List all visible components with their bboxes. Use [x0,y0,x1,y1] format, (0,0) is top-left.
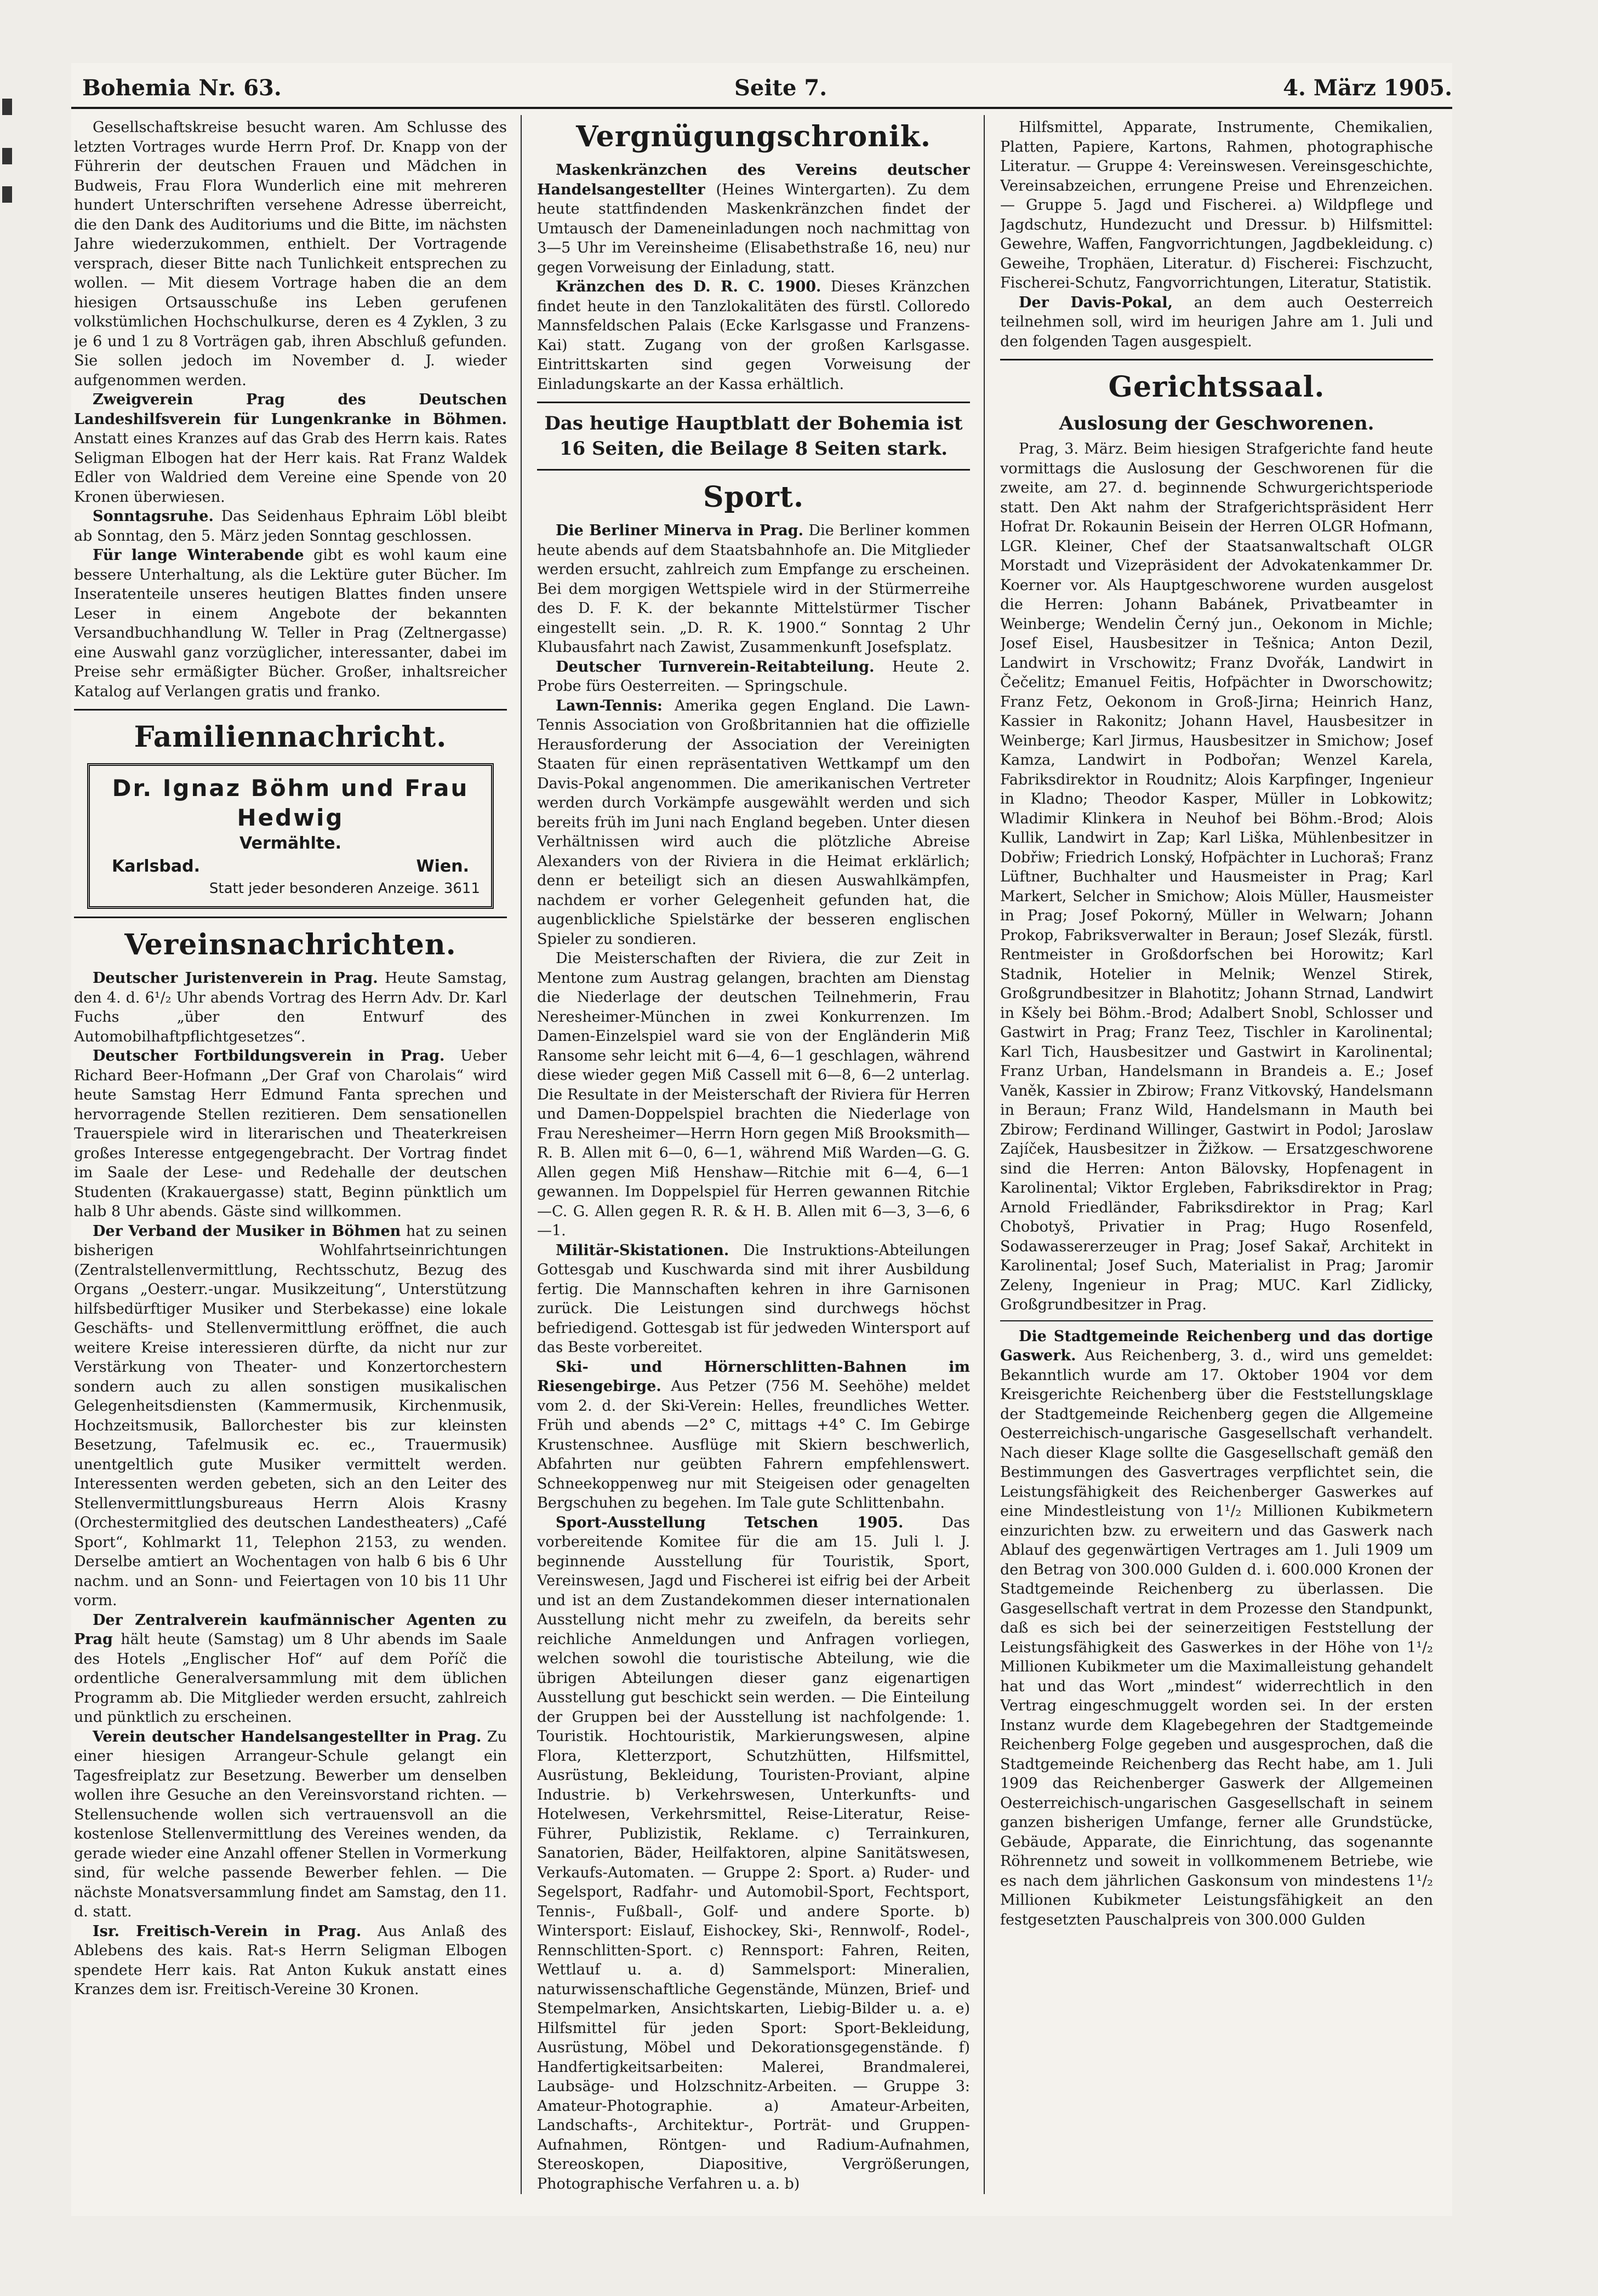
article [74,1046,507,1222]
column-3 [1000,118,1433,2194]
article-heading: Deutscher Juristenverein in Prag. [93,970,378,987]
article [1000,1327,1433,1930]
subsection-title: Auslosung der Geschworenen. [1059,413,1374,434]
article [74,546,507,701]
header-rule [71,107,1452,109]
article [74,1611,507,1727]
article-heading: Zweigverein Prag des Deutschen Landeshilfsverein für Lungenkranke in Böhmen. [74,391,507,428]
article-heading: Der Verband der Musiker in Böhmen [93,1222,401,1240]
article-text: (Heines Wintergarten). Zu dem heute stattfindenden Maskenkränzchen findet der Umtausch der Dameneinladungen noch nachmittag von 3—5 Uhr im Vereinsheime (Elisabethstraße 16, neu) nur gegen Vorweisung der Einladung, statt. [537,181,970,276]
newspaper-page [71,63,1452,2216]
family-announcement-box [87,763,494,909]
article-text: Ueber Richard Beer-Hofmann „Der Graf von Charolais“ wird heute Samstag Herr Edmund Fanta sprechen und hervorragende Stellen rezitieren. Dem sensationellen Trauerspiele wird in literarischen und Theaterkreisen großes Interesse entgegengebracht. Der Vortrag findet im Saale der Lese- und Redehalle der deutschen Studenten (Krakauergasse) statt, Beginn pünktlich um halb 8 Uhr abends. Gäste sind willkommen. [74,1047,507,1220]
article-text: Amerika gegen England. Die Lawn-Tennis Association von Großbritannien hat die offizielle Herausforderung der Association der Vereinigten Staaten für einen repräsentativen Wettkampf um den Davis-Pokal angenommen. Die amerikanischen Vertreter werden durch Vorkämpfe ausgewählt werden und sich bereits früh im Juni nach England begeben. Unter diesen Verhältnissen wird auch die plötzliche Abreise Alexanders von der Riviera in die Heimat erklärlich; denn er beteiligt sich an diesen Auswahlkämpfen, nachdem er vorher Gelegenheit gefunden hat, die augenblickliche Spielstärke der besseren englischen Spieler zu sondieren. [537,697,970,948]
article-text: Hilfsmittel, Apparate, Instrumente, Chemikalien, Platten, Papiere, Kartons, Rahmen, photographische Literatur. — Gruppe 4: Vereinswesen. Vereinsgeschichte, Vereinsabzeichen, errungene Preise und Ehrenzeichen. — Gruppe 5. Jagd und Fischerei. a) Wildpflege und Jagdschutz, Hundezucht und Dressur. b) Hilfsmittel: Gewehre, Waffen, Fangvorrichtungen, Jagdbekleidung. c) Geweihe, Trophäen, Literatur. d) Fischerei: Fischzucht, Fischerei-Schutz, Fangvorrichtungen, Literatur, Statistik. [1000,119,1433,291]
article-text: Gesellschaftskreise besucht waren. Am Schlusse des letzten Vortrages wurde Herrn Prof. Dr. Knapp von der Führerin der deutschen Frauen und Mädchen in Budweis, Frau Flora Wunderlich eine mit mehreren hundert Unterschriften versehene Adresse überreicht, die den Dank des Auditoriums und die Bitte, im nächsten Jahre wiederzukommen, enthielt. Der Vortragende versprach, dieser Bitte nach Tunlichkeit entsprechen zu wollen. — Mit diesem Vortrage haben die an dem hiesigen Ortsausschuße ins Leben gerufenen volkstümlichen Hochschulkurse, deren es 4 Zyklen, 3 zu je 6 und 1 zu 8 Vorträgen gab, ihren Abschluß gefunden. Sie sollen jedoch im November d. J. wieder aufgenommen werden. [74,119,507,389]
article [74,390,507,507]
header-issue: Bohemia Nr. 63. [82,75,282,101]
article-text: an dem auch Oesterreich teilnehmen soll, wird im heurigen Jahre am 1. Juli und den folgenden Tagen ausgespielt. [1000,294,1433,350]
section-title-family: Familiennachricht. [134,720,447,754]
article [537,1241,970,1358]
article-text: Zu einer hiesigen Arrangeur-Schule gelangt ein Tagesfreiplatz zur Besetzung. Bewerber um denselben wollen ihre Gesuche an den Vereinsvorstand richten. — Stellensuchende wollen sich vertrauensvoll an die kostenlose Stellenvermittlung des Vereines wenden, da gerade wieder eine Anzahl offener Stellen in Vormerkung sind, für welche passende Bewerber fehlen. — Die nächste Monatsversammlung findet am Samstag, den 11. d. statt. [74,1728,507,1920]
announcement-role: Vermählte. [239,834,341,853]
article-heading: Für lange Winterabende [93,547,304,564]
section-rule [537,402,970,403]
article [537,657,970,696]
article-text: Aus Anlaß des Ablebens des kais. Rat-s Herrn Seligman Elbogen spendete Herr kais. Rat Anton Kukuk anstatt eines Kranzes dem isr. Freitisch-Vereine 30 Kronen. [74,1922,507,1998]
column-1 [74,118,507,2194]
article-heading: Sonntagsruhe. [93,508,214,525]
article-heading: Die Berliner Minerva in Prag. [556,522,804,539]
section-title-vereine: Vereinsnachrichten. [124,928,456,961]
article [537,277,970,394]
article [1000,293,1433,352]
article [74,1727,507,1922]
edge-mark [2,148,12,164]
article [537,521,970,657]
column-divider [984,115,985,2194]
article [537,161,970,277]
article-text: Aus Reichenberg, 3. d., wird uns gemeldet: Bekanntlich wurde am 17. Oktober 1904 vor dem Kreisgerichte Reichenberg über die Feststellungsklage der Stadtgemeinde Reichenberg gegen die Allgemeine Oesterreichisch-ungarische Gasgesellschaft verhandelt. Nach dieser Klage sollte die Gasgesellschaft gemäß den Bestimmungen des Gasvertrages verpflichtet sein, die Leistungsfähigkeit des Reichenberger Gaswerkes auf eine Mindestleistung von 1¹/₂ Millionen Kubikmetern einzurichten bzw. zu erweitern und das Gaswerk nach Ablauf des gegenwärtigen Vertrages am 1. Juli 1909 um den Betrag von 300.000 Gulden d. i. 600.000 Kronen der Stadtgemeinde Reichenberg zu überlassen. Die Gasgesellschaft vertrat in dem Prozesse den Standpunkt, daß es sich bei der seinerzeitigen Feststellung der Leistungsfähigkeit des Gaswerkes in der Höhe von 1¹/₂ Millionen Kubikmeter um die Maximalleistung gehandelt hat und das Wort „mindest“ widerrechtlich in den Vertrag eingeschmuggelt worden sei. In der ersten Instanz wurde dem Klagebegehren der Stadtgemeinde Reichenberg Folge gegeben und ausgesprochen, daß die Stadtgemeinde Reichenberg das Recht habe, am 1. Juli 1909 das Reichenberger Gaswerk der Allgemeinen Oesterreichisch-ungarischen Gasgesellschaft in seinem ganzen bisherigen Umfange, ferner alle Grundstücke, Gebäude, Apparate, die Einrichtung, das sogenannte Röhrennetz und soweit in vollkommenem Betriebe, wie es nach dem jährlichen Gaskonsum von mindestens 1¹/₂ Millionen Kubikmeter Leistungsfähigkeit an den festgesetzten Pauschalpreis von 300.000 Gulden [1000,1347,1433,1928]
section-rule [74,709,507,711]
article-heading: Deutscher Fortbildungsverein in Prag. [93,1047,445,1064]
announcement-names: Dr. Ignaz Böhm und Frau Hedwig [112,775,469,831]
section-rule [74,917,507,918]
edition-notice: Das heutige Hauptblatt der Bohemia ist 16 Seiten, die Beilage 8 Seiten stark. [544,413,963,460]
article-heading: Deutscher Turnverein-Reitabteilung. [556,658,875,675]
article-heading: Der Zentralverein kaufmännischer Agenten zu Prag [74,1611,507,1648]
section-title-vergnuegung: Vergnügungschronik. [576,120,931,153]
article-text: hat zu seinen bisherigen Wohlfahrtseinrichtungen (Zentralstellenvermittlung, Rechtsschutz, Bezug des Organs „Oesterr.-ungar. Musikzeitung“, Unterstützung hilfsbedürftiger Musiker und Sterbekasse) eine lokale Geschäfts- und Stellenvermittlung eröffnet, die auch weitere Kreise interessieren dürfte, da nicht nur zur Verstärkung von Theater- und Konzertorchestern sondern auch zu allen sonstigen musikalischen Gelegenheitsdiensten (Kammermusik, Kirchenmusik, Hochzeitsmusik, Ballorchester bis zur kleinsten Besetzung, Tafelmusik ec. ec., Trauermusik) unentgeltlich gute Musiker vermittelt werden. Interessenten werden gebeten, sich an den Leiter des Stellenvermittlungsbureaus Herrn Alois Krasny (Orchestermitglied des deutschen Landestheaters) „Café Sport“, Kohlmarkt 11, Telephon 2153, zu wenden. Derselbe amtiert an Wochentagen von halb 6 bis 6 Uhr nachm. und an Sonn- und Feiertagen von 10 bis 11 Uhr vorm. [74,1222,507,1609]
article-text: Prag, 3. März. Beim hiesigen Strafgerichte fand heute vormittags die Auslosung der Geschworenen für die zweite, am 27. d. beginnende Schwurgerichtsperiode statt. Den Akt nahm der Strafgerichtspräsident Herr Hofrat Dr. Rokaunin Beisein der Herren OLGR Hofmann, LGR. Kleiner, Chef der Staatsanwaltschaft OLGR Morstadt und Vizepräsident der Advokatenkammer Dr. Koerner vor. Als Hauptgeschworene wurden ausgelost die Herren: Johann Babánek, Privatbeamter in Weinberge; Wendelin Černý jun., Oekonom in Michle; Josef Eisel, Hausbesitzer in Tešnica; Anton Dezil, Landwirt in Vrschowitz; Franz Dvořák, Landwirt in Čečelitz; Emanuel Feitis, Hofpächter in Dworschowitz; Franz Fetz, Oekonom in Groß-Jirna; Heinrich Hanz, Kassier in Rakonitz; Johann Havel, Hausbesitzer in Weinberge; Karl Jirmus, Hausbesitzer in Smichow; Josef Kamza, Landwirt in Podbořan; Wenzel Karela, Fabriksdirektor in Roudnitz; Alois Karpfinger, Ingenieur in Kladno; Theodor Kasper, Müller in Lobkowitz; Wladimir Klinkera in Neuhof bei Böhm.-Brod; Alois Kullik, Landwirt in Zap; Karl Liška, Mühlenbesitzer in Dobřiw; Friedrich Lonský, Hofpächter in Luchoraš; Franz Lüftner, Buchhalter und Hausmeister in Prag; Karl Markert, Selcher in Smichow; Alois Müller, Hausmeister in Prag; Josef Pokorný, Müller in Welwarn; Johann Prokop, Fabriksverwalter in Beraun; Josef Slezák, fürstl. Rentmeister in Großdorfschen bei Horowitz; Karl Stadnik, Hotelier in Melnik; Wenzel Stirek, Großgrundbesitzer in Blahotitz; Johann Strnad, Landwirt in Kšely bei Böhm.-Brod; Adalbert Snobl, Schlosser und Gastwirt in Prag; Franz Teez, Tischler in Karolinental; Karl Tich, Hausbesitzer und Gastwirt in Karolinental; Franz Urban, Handelsmann in Brandeis a. E.; Josef Vaněk, Kassier in Zbirow; Franz Vitkovský, Handelsmann in Beraun; Franz Wild, Handelsmann in Mauth bei Zbirow; Ferdinand Willinger, Gastwirt in Podol; Jaroslaw Zajíček, Hausbesitzer in Žižkow. — Ersatzgeschworene sind die Herren: Anton Bälovsky, Hopfenagent in Karolinental; Viktor Ergleben, Fabriksdirektor in Prag; Arnold Friedländer, Fabriksdirektor in Prag; Karl Chobotyš, Privatier in Prag; Hugo Rosenfeld, Sodawassererzeuger in Prag; Josef Sakař, Architekt in Karolinental; Josef Such, Materialist in Prag; Jaromir Zeleny, Ingenieur in Prag; MUC. Karl Zidlicky, Großgrundbesitzer in Prag. [1000,440,1433,1313]
article-text: Heute Samstag, den 4. d. 6¹/₂ Uhr abends Vortrag des Herrn Adv. Dr. Karl Fuchs „über den Entwurf des Automobilhaftpflichtgesetzes“. [74,970,507,1045]
article [74,1922,507,2000]
article [537,1358,970,1513]
article-heading: Die Stadtgemeinde Reichenberg und das dortige Gaswerk. [1000,1327,1433,1364]
section-rule [1000,359,1433,360]
column-divider [521,115,522,2194]
article-heading: Isr. Freitisch-Verein in Prag. [93,1922,362,1940]
article-text: hält heute (Samstag) um 8 Uhr abends im Saale des Hotels „Englischer Hof“ auf dem Poříč die ordentliche Generalversammlung mit dem üblichen Programm ab. Die Mitglieder werden ersucht, zahlreich und pünktlich zu erscheinen. [74,1631,507,1726]
header-date: 4. März 1905. [1283,75,1452,101]
article-text: Dieses Kränzchen findet heute in den Tanzlokalitäten des fürstl. Colloredo Mannsfeldschen Palais (Ecke Karlsgasse und Franzens-Kai) statt. Zugang von der großen Karlsgasse. Eintrittskarten sind gegen Vorweisung der Einladungskarte an der Kassa erhältlich. [537,278,970,393]
section-rule [537,469,970,471]
page-edge-marks [0,77,15,208]
article [74,507,507,546]
article-text: Die Berliner kommen heute abends auf dem Staatsbahnhofe an. Die Mitglieder werden ersucht, zahlreich zum Empfange zu erscheinen. Bei dem morgigen Wettspiele wird in der Stürmerreihe des D. F. K. der bekannte Mittelstürmer Tischer eingestellt sein. „D. R. K. 1900.“ Sonntag 2 Uhr Klubausfahrt nach Zawist, Zusammenkunft Josefsplatz. [537,522,970,656]
announcement-places [101,855,480,879]
section-title-sport: Sport. [703,480,804,514]
announcement-place: Karlsbad. [112,857,201,876]
article [74,1222,507,1611]
article-heading: Maskenkränzchen des Vereins deutscher Handelsangestellter [537,162,970,198]
announcement-note: Statt jeder besonderen Anzeige. 3611 [209,880,480,897]
article-heading: Ski- und Hörnerschlitten-Bahnen im Riesengebirge. [537,1358,970,1395]
article-heading: Kränzchen des D. R. C. 1900. [556,278,821,295]
article [537,1513,970,2194]
article-text: Anstatt eines Kranzes auf das Grab des Herrn kais. Rates Seligman Elbogen hat der Herr kais. Rat Franz Waldek Edler von Waldried dem Vereine eine Spende von 20 Kronen überwiesen. [74,430,507,506]
article-heading: Lawn-Tennis: [556,697,663,714]
edge-mark [2,99,12,115]
page-header [71,68,1452,107]
article-text: Aus Petzer (756 M. Seehöhe) meldet vom 2. d. der Ski-Verein: Helles, freundliches Wetter. Früh und abends —2° C, mittags +4° C. Im Gebirge Krustenschnee. Ausflüge mit Skiern beschwerlich, Abfahrten nur geübten Fahrern empfehlenswert. Schneekoppenweg nur mit Steigeisen oder genagelten Bergschuhen zu begehen. Im Tale gute Schlittenbahn. [537,1378,970,1511]
article-heading: Militär-Skistationen. [556,1241,729,1259]
article-text: gibt es wohl kaum eine bessere Unterhaltung, als die Lektüre guter Bücher. Im Inseratenteile unseres heutigen Blattes finden unsere Leser in einem Angebote der bekannten Versandbuchhandlung W. Teller in Prag (Zeltnergasse) eine Auswahl ganz vorzüglicher, interessanter, dabei im Preise sehr ermäßigter Bücher. Großer, inhaltsreicher Katalog auf Verlangen gratis und franko. [74,547,507,700]
article-rule [1000,1320,1433,1321]
article [537,696,970,949]
article-heading: Der Davis-Pokal, [1019,294,1173,311]
announcement-place: Wien. [416,857,469,876]
article-text: Die Meisterschaften der Riviera, die zur Zeit in Mentone zum Austrag gelangen, brachten am Dienstag die Niederlage der deutschen Teilnehmerin, Frau Neresheimer-München in zwei Konkurrenzen. Im Damen-Einzelspiel ward sie von der Engländerin Miß Ransome sehr leicht mit 6—4, 6—1 geschlagen, während diese wieder gegen Miß Cassell mit 6—8, 6—2 unterlag. Die Resultate in der Meisterschaft der Riviera für Herren und Damen-Doppelspiel brachten die Niederlage von Frau Neresheimer—Herrn Horn gegen Miß Brooksmith—R. B. Allen mit 6—0, 6—1, während Miß Warden—G. G. Allen gegen Miß Henshaw—Ritchie mit 6—4, 6—1 gewannen. Im Doppelspiel für Herren gewannen Ritchie—C. G. Allen gegen R. R. & H. B. Allen mit 6—3, 3—6, 6—1. [537,950,970,1239]
section-title-gerichtssaal: Gerichtssaal. [1108,370,1325,404]
article-heading: Sport-Ausstellung Tetschen 1905. [556,1514,904,1531]
article-heading: Verein deutscher Handelsangestellter in Prag. [93,1728,482,1745]
article-text: Das vorbereitende Komitee für die am 15. Juli l. J. beginnende Ausstellung für Touristik, Sport, Vereinswesen, Jagd und Fischerei ist eifrig bei der Arbeit und ist an dem Zustandekommen dieser internationalen Ausstellung nicht mehr zu zweifeln, da bereits sehr reichliche Anmeldungen und Anfragen vorliegen, welchen sowohl die touristische Abteilung, wie die übrigen Abteilungen dieser ganz eigenartigen Ausstellung gut beschickt sein werden. — Die Einteilung der Gruppen bei der Ausstellung ist nachfolgende: 1. Touristik. Hochtouristik, Markierungswesen, alpine Flora, Kletterzport, Schutzhütten, Hilfsmittel, Ausrüstung, Bekleidung, Touristen-Proviant, alpine Industrie. b) Verkehrswesen, Unterkunfts- und Hotelwesen, Verkehrsmittel, Reise-Literatur, Reise-Führer, Publizistik, Reklame. c) Terrainkuren, Sanatorien, Bäder, Heilfaktoren, alpine Sanitätswesen, Verkaufs-Automaten. — Gruppe 2: Sport. a) Ruder- und Segelsport, Radfahr- und Automobil-Sport, Fechtsport, Tennis-, Fußball-, Golf- und andere Sporte. b) Wintersport: Eislauf, Eishockey, Ski-, Rennwolf-, Rodel-, Rennschlitten-Sport. c) Rennsport: Fahren, Reiten, Wettlauf u. a. d) Sammelsport: Mineralien, naturwissenschaftliche Gegenstände, Münzen, Brief- und Stempelmarken, Ansichtskarten, Liebig-Bilder u. a. e) Hilfsmittel für jeden Sport: Sport-Bekleidung, Ausrüstung, Möbel und Dekorationsgegenstände. f) Handfertigkeitsarbeiten: Malerei, Brandmalerei, Laubsäge- und Holzschnitz-Arbeiten. — Gruppe 3: Amateur-Photographie. a) Amateur-Arbeiten, Landschafts-, Architektur-, Porträt- und Gruppen-Aufnahmen, Röntgen- und Radium-Aufnahmen, Stereoskopen, Diapositive, Vergrößerungen, Photographische Verfahren u. a. b) [537,1514,970,2192]
article-text: Heute 2. Probe fürs Oesterreiten. — Springschule. [537,658,970,695]
article-text: Die Instruktions-Abteilungen Gottesgab und Kuschwarda sind mit ihrer Ausbildung fertig. Die Mannschaften kehren in ihre Garnisonen zurück. Die Leistungen sind durchwegs höchst befriedigend. Gottesgab ist für jedweden Wintersport auf das Beste vorbereitet. [537,1241,970,1356]
article [74,969,507,1046]
edge-mark [2,186,12,203]
article-text: Das Seidenhaus Ephraim Löbl bleibt ab Sonntag, den 5. März jeden Sonntag geschlossen. [74,508,507,545]
header-page-number: Seite 7. [734,75,827,101]
column-2 [537,118,970,2194]
